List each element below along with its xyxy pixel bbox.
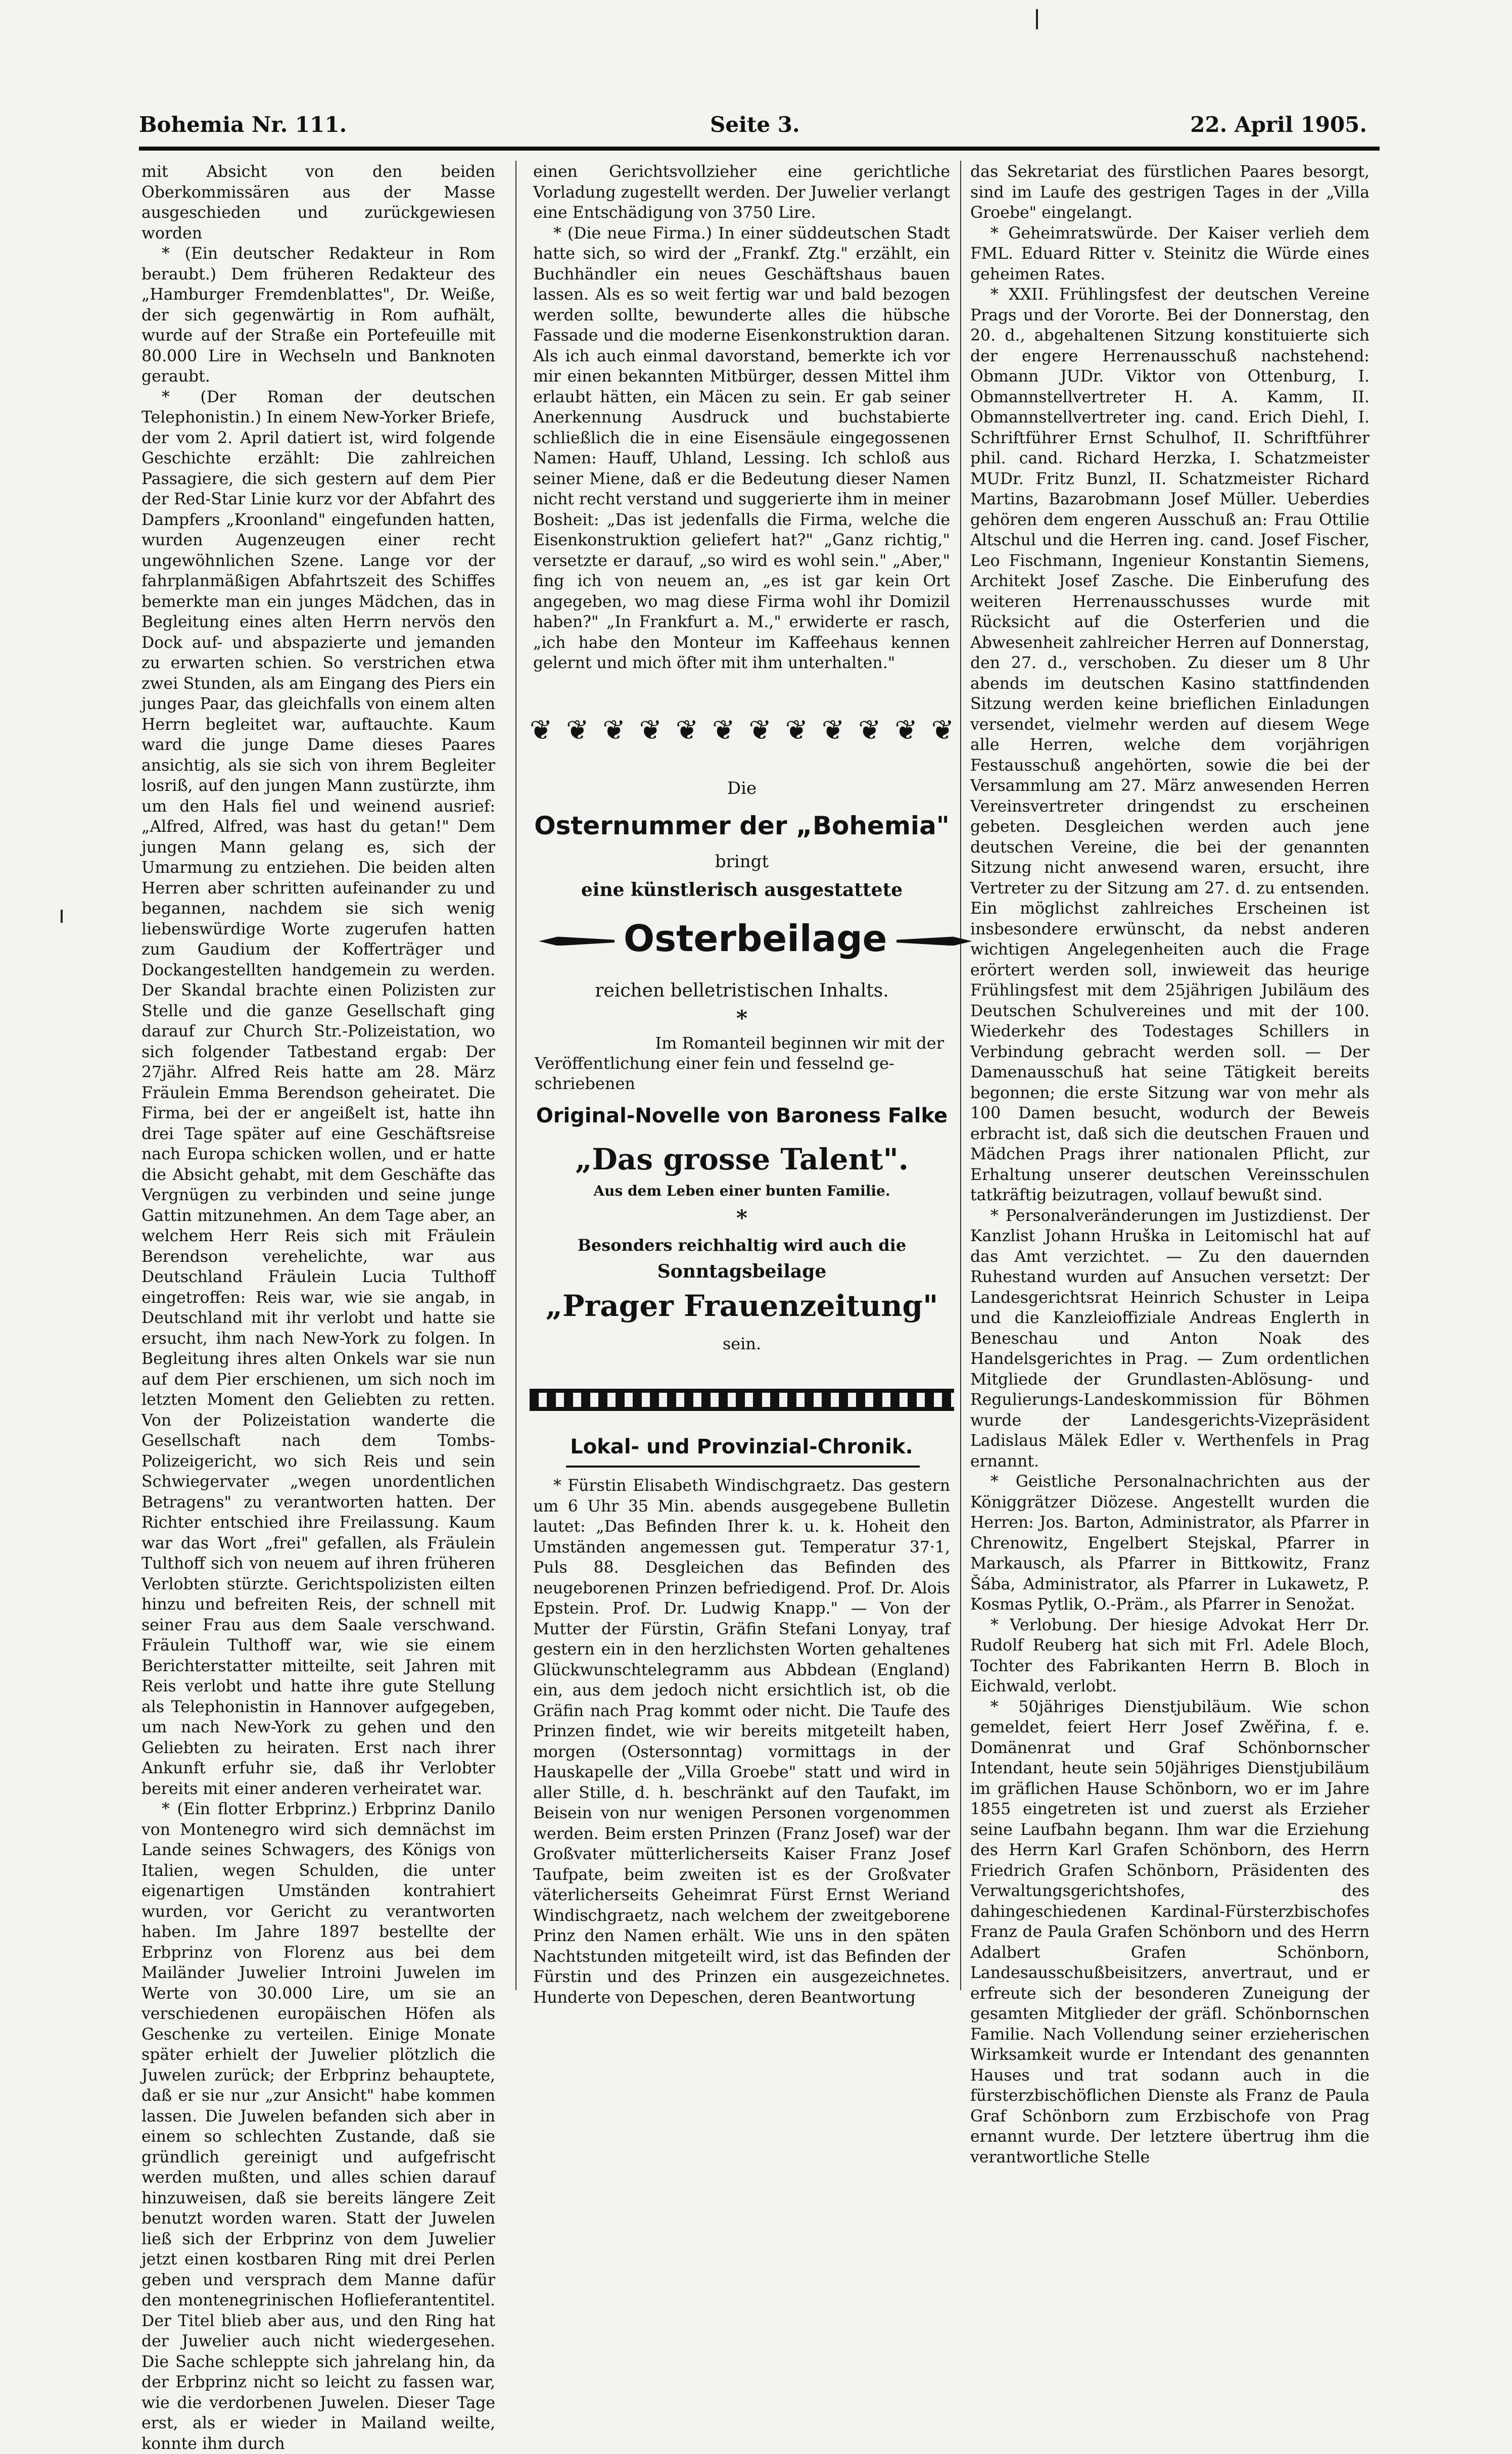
article-spring-festival: * XXII. Frühlingsfest der deutschen Vereine Prags und der Vororte. Bei der Donnerstag, den 20. d., abgehaltenen Sitzung konstituierte sich der engere Herrenausschuß nachstehend: Obmann JUDr. Viktor von Ottenburg, I. Obmannstellvertreter H. A. Kamm, II. Obmannstellvertreter ing. cand. Erich Diehl, I. Schriftführer Ernst Schulhof, II. Schriftführer phil. cand. Richard Herzka, I. Schatzmeister MUDr. Fritz Bunzl, II. Schatzmeister Richard Martins, Bazarobmann Josef Müller. Ueberdies gehören dem engeren Ausschuß an: Frau Ottilie Altschul und die Herren ing. cand. Josef Fischer, Leo Fischmann, Ingenieur Konstantin Siemens, Architekt Josef Zasche. Die Einberufung des weiteren Herrenausschusses wurde mit Rücksicht auf die Osterferien und die Abwesenheit zahlreicher Herren auf Donnerstag, den 27. d., verschoben. Zu dieser um 8 Uhr abends im deutschen Kasino stattfindenden Sitzung werden keine brieflichen Einladungen versendet, vielmehr werden auf diesem Wege alle Herren, welche dem vorjährigen Festausschuß angehörten, sowie die bei der Versammlung am 27. März anwesenden Herren Vereinsvertreter dringendst zu erscheinen gebeten. Desgleichen werden auch jene deutschen Vereine, die bei der genannten Sitzung nicht anwesend waren, ersucht, ihre Vertreter zu der Sitzung am 27. d. zu entsenden. Ein möglichst zahlreiches Erscheinen ist insbesondere erwünscht, da nebst anderen wichtigen Angelegenheiten auch die Frage erörtert werden soll, inwieweit das heurige Frühlingsfest mit dem 25jährigen Jubiläum des Deutschen Schulvereines und mit der 100. Wiederkehr des Todestages Schillers in Verbindung gebracht werden soll. — Der Damenausschuß hat seine Tätigkeit bereits begonnen; die erste Sitzung war von mehr als 100 Damen besucht, wodurch der Beweis erbracht ist, daß sich die deutschen Frauen und Mädchen Prags ihrer nationalen Pflicht, zur Erhaltung unserer deutschen Vereinsschulen tatkräftig beizutragen, vollauf bewußt sind. <box>970 286 1369 1204</box>
ad-osterbeilage-text: Osterbeilage <box>624 917 887 960</box>
article-text: mit Absicht von den beiden Oberkommissären aus der Masse ausgeschieden und zurückgewiesen worden <box>141 163 495 243</box>
page-header <box>139 112 1367 143</box>
column-middle-bottom <box>533 1476 950 2007</box>
article-telephonist-romance: * (Der Roman der deutschen Telephonistin.) In einem New-Yorker Briefe, der vom 2. April datiert ist, wird folgende Geschichte erzählt: Die zahlreichen Passagiere, die sich gestern auf dem Pier der Red-Star Linie kurz vor der Abfahrt des Dampfers „Kroonland" eingefunden hatten, wurden Augenzeugen einer recht ungewöhnlichen Szene. Lange vor der fahrplanmäßigen Abfahrtszeit des Schiffes bemerkte man ein junges Mädchen, das in Begleitung eines alten Herrn nervös den Dock auf- und abspazierte und jemanden zu erwarten schien. So verstrichen etwa zwei Stunden, als am Eingang des Piers ein junges Paar, das gleichfalls von einem alten Herrn begleitet war, auftauchte. Kaum ward die junge Dame dieses Paares ansichtig, als sie sich von ihrem Begleiter losriß, auf den jungen Mann zustürzte, ihm um den Hals fiel und weinend ausrief: „Alfred, Alfred, was hast du getan!" Dem jungen Mann gelang es, sich der Umarmung zu entziehen. Die beiden alten Herren aber schritten aufeinander zu und begannen, nachdem sie sich wenig liebenswürdige Worte zugerufen hatten zum Gaudium der Kofferträger und Dockangestellten handgemein zu werden. Der Skandal brachte einen Polizisten zur Stelle und die ganze Gesellschaft ging darauf zur Church Str.-Polizeistation, wo sich folgender Tatbestand ergab: Der 27jähr. Alfred Reis hatte am 28. März Fräulein Emma Berendson geheiratet. Die Firma, bei der er angeißelt ist, hatte ihn drei Tage später auf eine Geschäftsreise nach Europa schicken wollen, und er hatte die Absicht gehabt, mit dem Geschäfte das Vergnügen zu verbinden und seine junge Gattin mitzunehmen. An dem Tage aber, an welchem Herr Reis sich mit Fräulein Berendson verehelichte, war aus Deutschland Fräulein Lucia Tulthoff eingetroffen: Reis war, wie sie angab, in Deutschland mit ihr verlobt und hatte sie ersucht, ihm nach New-York zu folgen. In Begleitung ihres alten Onkels war sie nun auf dem Pier erschienen, um sich noch im letzten Moment den Geliebten zu retten. Von der Polizeistation wanderte die Gesellschaft nach dem Tombs-Polizeigericht, wo sich Reis und sein Schwiegervater „wegen unordentlichen Betragens" zu verantworten hatten. Der Richter entschied ihre Freilassung. Kaum war das Wort „frei" gefallen, als Fräulein Tulthoff sich von neuem auf ihren früheren Verlobten stürzte. Gerichtspolizisten eilten hinzu und befreiten Reis, der schnell mit seiner Frau aus dem Saale verschwand. Fräulein Tulthoff war, wie sie einem Berichterstatter mitteilte, seit Jahren mit Reis verlobt und hatte ihre gute Stellung als Telephonistin in Hannover aufgegeben, um nach New-York zu gehen und den Geliebten zu heiraten. Erst nach ihrer Ankunft erfuhr sie, daß ihr Verlobter bereits mit einer anderen verheiratet war. <box>141 388 495 1798</box>
ad-headline-osterbeilage <box>530 917 954 960</box>
ad-line-sonntagsbeilage: Sonntagsbeilage <box>657 1261 827 1282</box>
article-rome-robbery: * (Ein deutscher Redakteur in Rom beraubt.) Dem früheren Redakteur des „Hamburger Fremdenblattes", Dr. Weiße, der sich gegenwärtig in Rom aufhält, wurde auf der Straße ein Portefeuille mit 80.000 Lire in Wechseln und Banknoten geraubt. <box>141 245 495 386</box>
article-service-jubilee: * 50jähriges Dienstjubiläum. Wie schon gemeldet, feiert Herr Josef Zwěřina, f. e. Domänenrat und Graf Schönbornscher Intendant, heute sein 50jähriges Dienstjubiläum im gräflichen Hause Schönborn, wo er im Jahre 1855 eingetreten ist und zuerst als Erzieher seine Laufbahn begann. Ihm war die Erziehung des Herrn Karl Grafen Schönborn, des Herrn Friedrich Grafen Schönborn, Präsidenten des Verwaltungsgerichtshofes, des dahingeschiedenen Kardinal-Fürsterzbischofes Franz de Paula Grafen Schönborn und des Herrn Adalbert Grafen Schönborn, Landesausschußbeisitzers, anvertraut, und er erfreute sich der besonderen Zuneigung der gesamten Mitglieder der gräfl. Schönbornschen Familie. Nach Vollendung seiner erzieherischen Wirksamkeit wurde er Intendant des genannten Hauses und trat sodann auch in die fürsterzbischöflichen Dienste als Franz de Paula Graf Schönborn zum Erzbischofe von Prag ernannt wurde. Der letztere übertrug ihm die verantwortliche Stelle <box>970 1697 1369 2166</box>
ad-novel-subtitle: Aus dem Leben einer bunten Familie. <box>593 1183 890 1199</box>
arrow-left-icon <box>539 936 615 946</box>
article-clergy-news: * Geistliche Personalnachrichten aus der Königgrätzer Diözese. Angestellt wurden die Herren: Jos. Barton, Administrator, als Pfarrer in Chrenowitz, Engelbert Stejskal, Pfarrer in Markausch, als Pfarrer in Bittkowitz, Franz Šába, Administrator, als Pfarrer in Lukawetz, P. Kosmas Pytlik, O.-Präm., als Pfarrer in Senožat. <box>970 1473 1369 1614</box>
ad-line-bringt: bringt <box>715 852 769 872</box>
article-engagement: * Verlobung. Der hiesige Advokat Herr Dr. Rudolf Reuberg hat sich mit Frl. Adele Bloch, Tochter des Fabrikanten Herrn B. Bloch in Eichwald, verlobt. <box>970 1616 1369 1695</box>
article-privy-council: * Geheimratswürde. Der Kaiser verlieh dem FML. Eduard Ritter v. Steinitz die Würde eines geheimen Rates. <box>970 224 1369 284</box>
ad-star-1: * <box>736 1006 747 1030</box>
ad-novel-name: „Das grosse Talent". <box>575 1142 909 1176</box>
header-publication-issue: Bohemia Nr. 111. <box>139 112 347 137</box>
ad-headline-osternummer: Osternummer der „Bohemia" <box>534 811 950 840</box>
ad-line-kunstlerisch: eine künstlerisch ausgestattete <box>581 879 903 901</box>
ad-line-veroffentlichung: Veröffentlichung einer fein und fesselnd ge- <box>535 1054 894 1073</box>
column-right <box>970 162 1369 2166</box>
header-page-number: Seite 3. <box>710 112 800 137</box>
ad-novel-title: Original-Novelle von Baroness Falke <box>536 1104 948 1127</box>
scan-mark-left <box>61 910 63 923</box>
header-rule <box>139 147 1380 151</box>
article-judicial-personnel: * Personalveränderungen im Justizdienst. Der Kanzlist Johann Hruška in Leitomischl hat auf das Amt verzichtet. — Zu den dauernden Ruhestand wurden auf Ansuchen versetzt: Der Landesgerichtsrat Heinrich Schuster in Leipa und die Kanzleioffiziale Andreas Englerth in Beneschau und Anton Noak des Handelsgerichtes in Prag. — Zum ordentlichen Mitgliede der Grundlasten-Ablösung- und Regulierungs-Landeskommission für Böhmen wurde der Landesgerichts-Vizepräsident Ladislaus Mälek Edler v. Werthenfels in Prag ernannt. <box>970 1206 1369 1471</box>
column-left <box>141 162 495 2453</box>
column-divider-1 <box>515 161 516 1990</box>
ornament-border-top: ❦ ❦ ❦ ❦ ❦ ❦ ❦ ❦ ❦ ❦ ❦ ❦ <box>530 714 954 746</box>
column-middle-top <box>533 162 950 692</box>
article-text: das Sekretariat des fürstlichen Paares besorgt, sind im Laufe des gestrigen Tages in der „Villa Groebe" eingelangt. <box>970 163 1369 222</box>
ad-frauenzeitung: „Prager Frauenzeitung" <box>545 1289 938 1323</box>
scan-mark-top <box>1036 9 1038 29</box>
article-hereditary-prince: * (Ein flotter Erbprinz.) Erbprinz Danilo von Montenegro wird sich demnächst im Lande seines Schwagers, des Königs von Italien, wegen Schulden, die unter eigenartigen Umständen kontrahiert wurden, vor Gericht zu verantworten haben. Im Jahre 1897 bestellte der Erbprinz von Florenz aus bei dem Mailänder Juwelier Introini Juwelen im Werte von 30.000 Lire, um sie an verschiedenen europäischen Höfen als Geschenke zu verteilen. Einige Monate später erhielt der Juwelier plötzlich die Juwelen zurück; der Erbprinz behauptete, daß er sie nur „zur Ansicht" habe kommen lassen. Die Juwelen befanden sich aber in einem so schlechten Zustande, daß sie gründlich gereinigt und aufgefrischt werden mußten, und alles schien darauf hinzuweisen, daß sie bereits längere Zeit benutzt worden waren. Statt der Juwelen ließ sich der Erbprinz von dem Juwelier jetzt einen kostbaren Ring mit drei Perlen geben und versprach dem Manne dafür den montenegrinischen Hoflieferantentitel. Der Titel blieb aber aus, und den Ring hat der Juwelier auch nicht wiedergesehen. Die Sache schleppte sich jahrelang hin, da der Erbprinz nicht so leicht zu fassen war, wie die verdorbenen Juwelen. Dieser Tage erst, als er wieder in Mailand weilte, konnte ihm durch <box>141 1800 495 2453</box>
ad-line-besonders: Besonders reichhaltig wird auch die <box>577 1236 907 1255</box>
section-title-local-chronicle: Lokal- und Provinzial-Chronik. <box>570 1435 913 1458</box>
ornament-border-bottom <box>530 1380 954 1420</box>
ad-star-2: * <box>736 1205 747 1230</box>
article-princess-windischgraetz: * Fürstin Elisabeth Windischgraetz. Das gestern um 6 Uhr 35 Min. abends ausgegebene Bulletin lautet: „Das Befinden Ihrer k. u. k. Hoheit den Umständen angemessen gut. Temperatur 37·1, Puls 88. Desgleichen das Befinden des neugeborenen Prinzen befriedigend. Prof. Dr. Alois Epstein. Prof. Dr. Ludwig Knapp." — Von der Mutter der Fürstin, Gräfin Stefani Lonyay, traf gestern ein in den herzlichsten Worten gehaltenes Glückwunschtelegramm aus Abbdean (England) ein, aus dem jedoch nicht ersichtlich ist, ob die Gräfin nach Prag kommt oder nicht. Die Taufe des Prinzen findet, wie wir bereits mitgeteilt haben, morgen (Ostersonntag) vormittags in der Hauskapelle der „Villa Groebe" statt und wird in aller Stille, d. h. beschränkt auf den Taufakt, im Beisein von nur wenigen Personen vorgenommen werden. Beim ersten Prinzen (Franz Josef) war der Großvater mütterlicherseits Kaiser Franz Josef Taufpate, beim zweiten ist es der Großvater väterlicherseits Geheimrat Fürst Ernst Weriand Windischgraetz, nach welchem der zweitgeborene Prinz den Namen erhält. Wie uns in den späten Nachtstunden mitgeteilt wird, ist das Befinden der Fürstin und des Prinzen ein ausgezeichnetes. Hunderte von Depeschen, deren Beantwortung <box>533 1477 950 2007</box>
ad-line-romanteil: Im Romanteil beginnen wir mit der <box>655 1033 944 1053</box>
advertisement-easter-issue <box>530 713 954 1390</box>
ad-line-die: Die <box>727 778 757 798</box>
ad-line-geschriebenen: schriebenen <box>535 1074 635 1093</box>
ad-line-sein: sein. <box>722 1334 762 1353</box>
ad-line-inhalts: reichen belletristischen Inhalts. <box>595 980 889 1001</box>
article-new-firm: * (Die neue Firma.) In einer süddeutschen Stadt hatte sich, so wird der „Frankf. Ztg." erzählt, ein Buchhändler ein neues Geschäftshaus bauen lassen. Als es so weit fertig war und bald bezogen werden sollte, bewunderte alles die hübsche Fassade und die moderne Eisenkonstruktion daran. Als ich auch einmal davorstand, bemerkte ich vor mir einen bekannten Mitbürger, dessen Mittel ihm erlaubt hätten, ein Mäcen zu sein. Er gab seiner Anerkennung Ausdruck und buchstabierte schließlich die in eine Eisensäule eingegossenen Namen: Hauff, Uhland, Lessing. Ich schloß aus seiner Miene, daß er die Bedeutung dieser Namen nicht recht verstand und suggerierte ihm in meiner Bosheit: „Das ist jedenfalls die Firma, welche die Eisenkonstruktion geliefert hat?" „Ganz richtig," versetzte er darauf, „so wird es wohl sein." „Aber," fing ich von neuem an, „es ist gar kein Ort angegeben, wo mag diese Firma wohl ihr Domizil haben?" „In Frankfurt a. M.," erwiderte er rasch, „ich habe den Monteur im Kaffeehaus kennen gelernt und mich öfter mit ihm unterhalten." <box>533 224 950 672</box>
article-text: einen Gerichtsvollzieher eine gerichtliche Vorladung zugestellt werden. Der Juwelier verlangt eine Entschädigung von 3750 Lire. <box>533 163 950 222</box>
header-date: 22. April 1905. <box>1190 112 1367 137</box>
section-title-rule <box>566 1466 920 1468</box>
column-divider-2 <box>960 161 961 1990</box>
